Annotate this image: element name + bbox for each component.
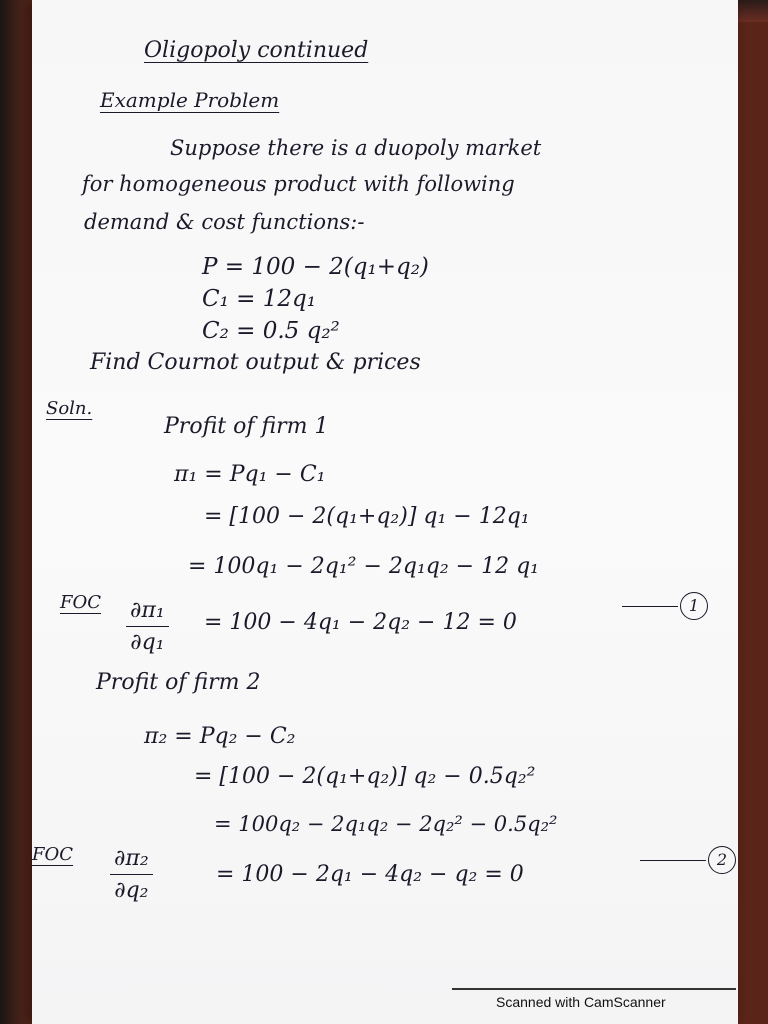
firm1-profit-definition: π₁ = Pq₁ − C₁	[174, 462, 326, 487]
firm1-heading: Profit of firm 1	[164, 414, 329, 439]
firm1-foc-equation: = 100 − 4q₁ − 2q₂ − 12 = 0	[204, 610, 517, 635]
problem-line-2: for homogeneous product with following	[82, 172, 515, 196]
firm1-profit-expanded: = 100q₁ − 2q₁² − 2q₁q₂ − 12 q₁	[188, 554, 539, 579]
firm2-profit-definition: π₂ = Pq₂ − C₂	[144, 724, 296, 749]
firm2-derivative	[110, 846, 153, 903]
cost-function-2: C₂ = 0.5 q₂²	[202, 318, 340, 344]
firm1-profit-substitution: = [100 − 2(q₁+q₂)] q₁ − 12q₁	[204, 504, 530, 529]
question: Find Cournot output & prices	[90, 350, 421, 375]
firm1-foc-label: FOC	[60, 592, 102, 613]
firm2-derivative-denominator: ∂q₂	[114, 878, 149, 903]
solution-label: Soln.	[46, 398, 93, 419]
cost-function-1: C₁ = 12q₁	[202, 286, 316, 312]
firm2-heading: Profit of firm 2	[96, 670, 261, 695]
page-title: Oligopoly continued	[144, 38, 369, 63]
firm2-foc-equation: = 100 − 2q₁ − 4q₂ − q₂ = 0	[216, 862, 524, 887]
problem-line-1: Suppose there is a duopoly market	[170, 136, 542, 160]
equation-leader-line	[622, 606, 678, 607]
equation-leader-line	[640, 860, 706, 861]
fraction-bar	[110, 874, 153, 875]
equation-number-1: 1	[680, 592, 708, 620]
firm1-derivative-denominator: ∂q₁	[130, 630, 165, 655]
demand-function: P = 100 − 2(q₁+q₂)	[202, 254, 429, 280]
firm1-derivative-numerator: ∂π₁	[130, 598, 165, 623]
fraction-bar	[126, 626, 169, 627]
scanner-watermark: Scanned with CamScanner	[496, 994, 666, 1010]
notebook-paper	[32, 0, 738, 1024]
equation-number-2: 2	[708, 846, 736, 874]
firm1-derivative	[126, 598, 169, 655]
firm2-foc-label: FOC	[32, 844, 74, 865]
firm2-profit-substitution: = [100 − 2(q₁+q₂)] q₂ − 0.5q₂²	[194, 764, 536, 789]
problem-line-3: demand & cost functions:-	[84, 210, 365, 234]
footer-divider	[452, 988, 736, 990]
firm2-profit-expanded: = 100q₂ − 2q₁q₂ − 2q₂² − 0.5q₂²	[214, 812, 558, 836]
example-heading: Example Problem	[100, 88, 280, 112]
firm2-derivative-numerator: ∂π₂	[114, 846, 149, 871]
